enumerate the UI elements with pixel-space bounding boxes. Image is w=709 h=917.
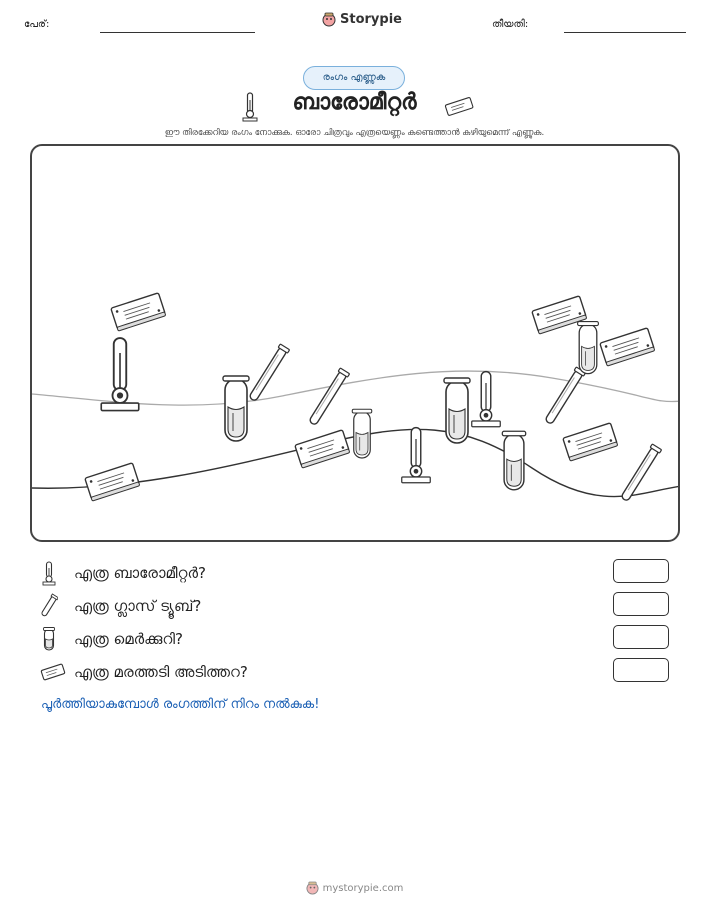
question-text: എത്ര ഗ്ലാസ് ട്യൂബ്? xyxy=(74,597,202,615)
question-row-glass-tube xyxy=(40,593,201,619)
answer-box-barometer[interactable] xyxy=(613,559,669,583)
scene-wooden-plate xyxy=(600,328,655,366)
answer-box-wooden-plate[interactable] xyxy=(613,658,669,682)
title-wooden-plate-icon xyxy=(443,96,475,116)
activity-tag: രംഗം എണ്ണുക xyxy=(303,66,405,90)
date-label: തീയതി: xyxy=(492,19,529,30)
scene-wooden-plate xyxy=(85,463,140,501)
scene-barometer xyxy=(472,372,501,427)
scene-mercury-tube xyxy=(578,322,599,374)
counting-scene xyxy=(30,144,680,542)
answer-box-glass-tube[interactable] xyxy=(613,592,669,616)
instructions: ഈ തിരക്കേറിയ രംഗം നോക്കുക. ഓരോ ചിത്രവും എത്രയെണ്ണം കണ്ടെത്താൻ കഴിയുമെന്ന് എണ്ണുക. xyxy=(164,128,545,138)
scene-glass-tube xyxy=(543,367,585,425)
footer xyxy=(0,881,709,895)
scene-mercury-tube xyxy=(223,376,249,441)
scene-mercury-tube xyxy=(352,409,372,458)
glass-tube-icon xyxy=(40,593,58,619)
date-field[interactable] xyxy=(564,32,686,33)
scene-barometer xyxy=(101,338,139,411)
question-text: എത്ര മരത്തടി അടിത്തറ? xyxy=(74,663,248,681)
scene-illustration xyxy=(32,146,680,542)
scene-wooden-plate xyxy=(532,296,587,334)
name-label: പേര്: xyxy=(24,19,50,30)
name-field[interactable] xyxy=(100,32,255,33)
scene-mercury-tube xyxy=(444,378,470,443)
brand-name: Storypie xyxy=(340,12,402,27)
question-text: എത്ര മെർക്കുറി? xyxy=(74,630,183,648)
scene-barometer xyxy=(402,428,431,483)
question-row-wooden-plate xyxy=(40,659,248,685)
wooden-plate-icon xyxy=(40,659,66,685)
scene-wooden-plate xyxy=(111,293,166,331)
page-title: ബാരോമീറ്റർ xyxy=(292,90,417,115)
question-row-mercury xyxy=(40,626,183,652)
answer-box-mercury[interactable] xyxy=(613,625,669,649)
barometer-icon xyxy=(40,560,58,586)
scene-glass-tube xyxy=(247,344,289,402)
scene-wooden-plate xyxy=(563,423,618,461)
storypie-mascot-icon xyxy=(306,881,319,895)
coloring-instruction: പൂർത്തിയാകുമ്പോൾ രംഗത്തിന് നിറം നൽകുക! xyxy=(41,697,320,712)
question-row-barometer xyxy=(40,560,206,586)
question-text: എത്ര ബാരോമീറ്റർ? xyxy=(74,564,206,582)
storypie-mascot-icon xyxy=(322,12,336,27)
footer-url[interactable]: mystorypie.com xyxy=(322,882,404,894)
scene-wooden-plate xyxy=(295,430,350,468)
mercury-tube-icon xyxy=(40,626,58,652)
scene-mercury-tube xyxy=(502,431,525,490)
scene-glass-tube xyxy=(307,368,349,426)
brand-logo xyxy=(322,12,402,27)
